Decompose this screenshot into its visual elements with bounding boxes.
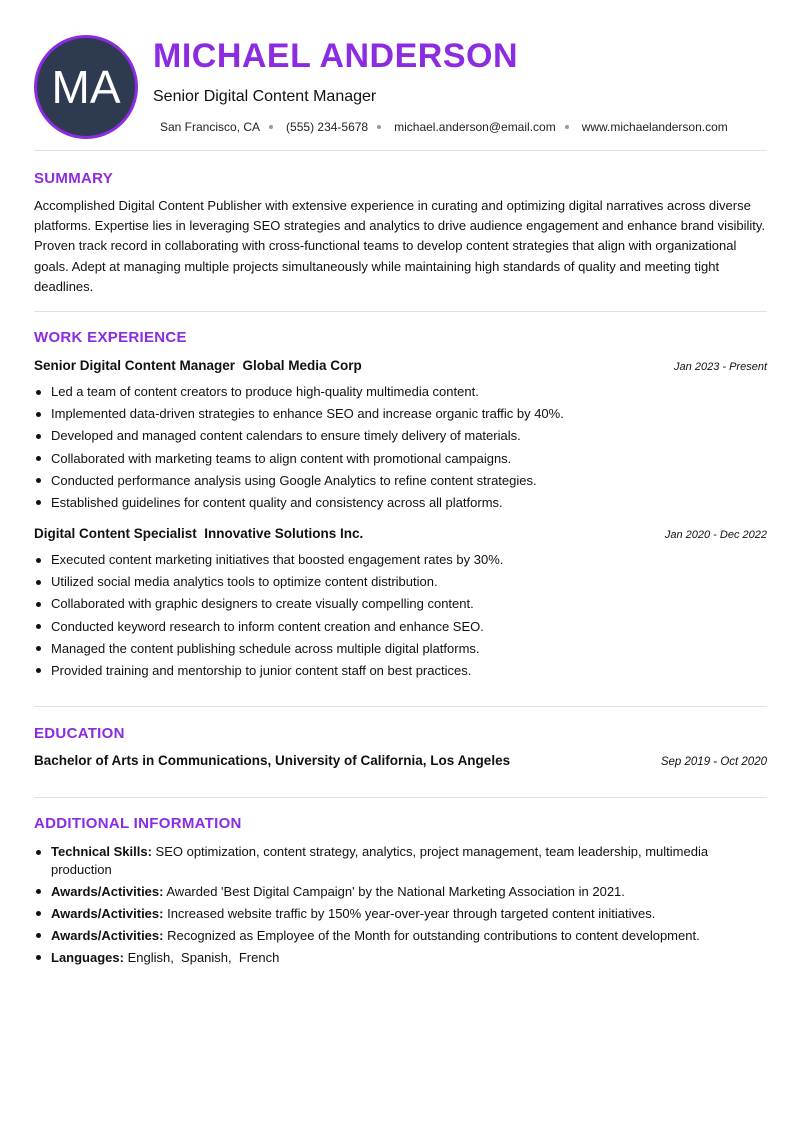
work-experience-heading: WORK EXPERIENCE	[34, 329, 187, 346]
summary-heading: SUMMARY	[34, 170, 114, 187]
contact-website[interactable]: www.michaelanderson.com	[581, 120, 728, 134]
list-item	[34, 883, 767, 901]
list-item: Conducted performance analysis using Google Analytics to refine content strategies.	[34, 472, 767, 489]
info-label: Languages:	[51, 949, 124, 965]
avatar-initials: MA	[34, 35, 138, 139]
list-item	[34, 843, 767, 878]
education-dates: Sep 2019 - Oct 2020	[660, 756, 767, 768]
job-header	[34, 358, 767, 376]
contact-email[interactable]: michael.anderson@email.com	[394, 120, 556, 134]
list-item: Conducted keyword research to inform content creation and enhance SEO.	[34, 618, 767, 635]
list-item: Executed content marketing initiatives that boosted engagement rates by 30%.	[34, 551, 767, 568]
info-label: Technical Skills:	[51, 844, 152, 859]
list-item: Collaborated with marketing teams to align content with promotional campaigns.	[34, 450, 767, 467]
info-text: Awarded 'Best Digital Campaign' by the National Marketing Association in 2021.	[163, 883, 625, 899]
job-bullet-list	[34, 551, 767, 684]
info-text: English, Spanish, French	[123, 949, 280, 965]
info-label: Awards/Activities:	[51, 927, 164, 943]
list-item	[34, 905, 767, 923]
job-title: Senior Digital Content Manager Global Media Corp	[34, 358, 362, 373]
info-label: Awards/Activities:	[51, 883, 164, 899]
list-item: Utilized social media analytics tools to optimize content distribution.	[34, 573, 767, 590]
list-item: Implemented data-driven strategies to enhance SEO and increase organic traffic by 40%.	[34, 405, 767, 422]
list-item	[34, 949, 767, 967]
divider	[34, 706, 767, 707]
list-item: Led a team of content creators to produce high-quality multimedia content.	[34, 383, 767, 400]
list-item: Established guidelines for content quality and consistency across all platforms.	[34, 494, 767, 511]
info-text: Recognized as Employee of the Month for outstanding contributions to content development.	[163, 927, 700, 943]
info-text: Increased website traffic by 150% year-over-year through targeted content initiatives.	[163, 905, 656, 921]
list-item: Provided training and mentorship to junior content staff on best practices.	[34, 662, 767, 679]
contact-separator-dot	[565, 125, 569, 129]
info-label: Awards/Activities:	[51, 905, 164, 921]
contact-location: San Francisco, CA	[160, 120, 261, 134]
job-title: Digital Content Specialist Innovative Solutions Inc.	[34, 526, 364, 541]
job-bullet-list	[34, 383, 767, 516]
additional-info-list	[34, 843, 767, 971]
candidate-name: MICHAEL ANDERSON	[153, 37, 519, 75]
list-item: Developed and managed content calendars to ensure timely delivery of materials.	[34, 427, 767, 444]
contact-phone: (555) 234-5678	[286, 120, 369, 134]
contact-bar	[160, 120, 728, 134]
contact-separator-dot	[377, 125, 381, 129]
contact-separator-dot	[269, 125, 273, 129]
summary-text: Accomplished Digital Content Publisher with extensive experience in curating and optimizing digital narratives across diverse platforms. Expertise lies in leveraging SEO strategies and analytics to drive audience engagement and enhance brand visibility. Proven track record in collaborating with cross-functional teams to develop content strategies that align with organizational goals. Adept at managing multiple projects simultaneously while maintaining high standards of quality and meeting tight deadlines.	[34, 198, 766, 294]
list-item	[34, 927, 767, 945]
job-dates: Jan 2023 - Present	[674, 361, 767, 373]
info-text: SEO optimization, content strategy, analytics, project management, team leadership, multimedia production	[51, 844, 709, 877]
additional-info-heading: ADDITIONAL INFORMATION	[34, 815, 242, 832]
education-degree: Bachelor of Arts in Communications, University of California, Los Angeles	[34, 753, 511, 768]
divider	[34, 150, 767, 151]
job-dates: Jan 2020 - Dec 2022	[664, 529, 767, 541]
job-header	[34, 526, 767, 544]
list-item: Managed the content publishing schedule across multiple digital platforms.	[34, 640, 767, 657]
education-heading: EDUCATION	[34, 725, 125, 742]
divider	[34, 311, 767, 312]
candidate-role: Senior Digital Content Manager	[153, 88, 377, 105]
education-entry	[34, 753, 767, 768]
list-item: Collaborated with graphic designers to create visually compelling content.	[34, 595, 767, 612]
divider	[34, 797, 767, 798]
